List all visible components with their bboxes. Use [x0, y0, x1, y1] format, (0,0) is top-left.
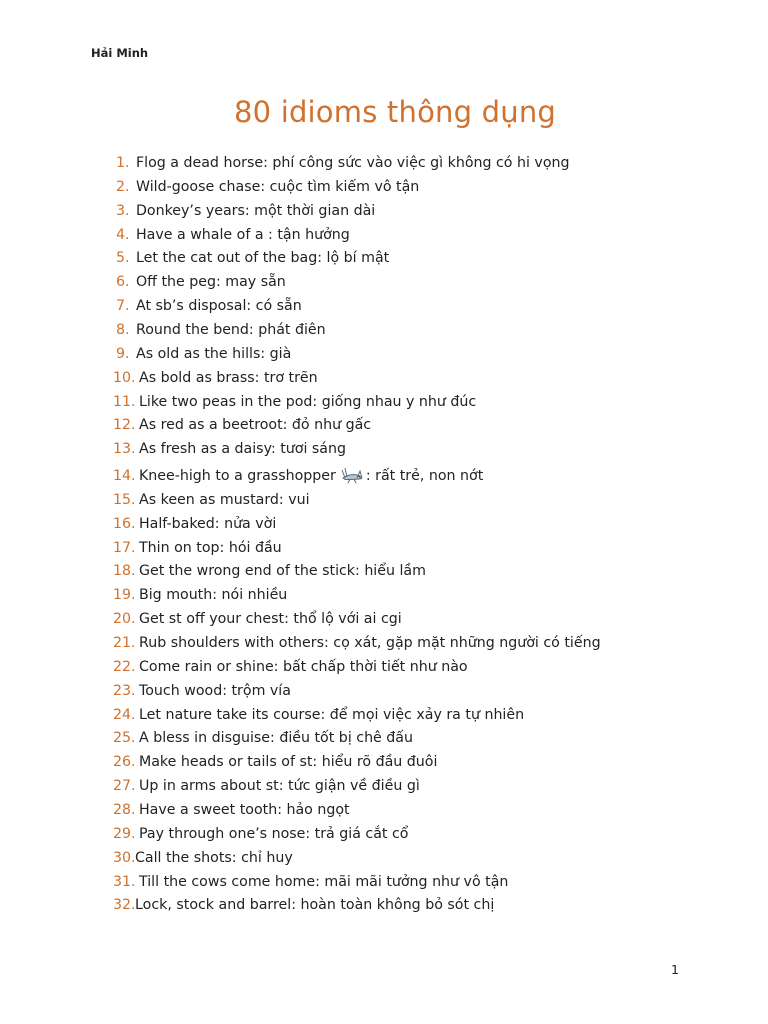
list-item-idiom: Up in arms about st: tức giận về điều gì [139, 778, 420, 795]
list-item-idiom: Wild-goose chase: cuộc tìm kiếm vô tận [136, 178, 420, 195]
list-item-idiom: Come rain or shine: bất chấp thời tiết như nào [139, 658, 468, 675]
list-item-number: 5. [116, 250, 130, 267]
list-item-number: 21. [113, 635, 136, 651]
list-item-number: 18. [113, 563, 136, 580]
list-item-number: 24. [113, 706, 136, 723]
list-item-idiom: Get the wrong end of the stick: hiểu lầm [139, 563, 426, 580]
list-item-idiom: Knee-high to a grasshopper [139, 468, 336, 485]
list-item-idiom: As red as a beetroot: đỏ như gấc [139, 417, 372, 434]
list-item-idiom: Get st off your chest: thổ lộ với ai cgi [139, 611, 402, 628]
list-item-idiom: Make heads or tails of st: hiểu rõ đầu đuôi [139, 754, 438, 771]
list-item-meaning: : rất trẻ, non nớt [365, 468, 484, 485]
list-item-text [136, 175, 419, 199]
list-item-number: 16. [113, 515, 136, 532]
list-item-idiom: Thin on top: hói đầu [139, 539, 282, 556]
list-item-idiom: A bless in disguise: điều tốt bị chê đấu [139, 730, 413, 747]
list-item-idiom: Half-baked: nửa vời [139, 515, 277, 532]
list-item-text [139, 583, 287, 607]
list-item-number: 10. [113, 369, 136, 386]
list-item-number: 20. [113, 611, 136, 628]
list-item-number: 3. [116, 202, 130, 219]
list-item-number: 17. [113, 539, 136, 556]
list-item-idiom: Touch wood: trộm vía [139, 682, 291, 699]
page-number: 1 [671, 962, 679, 977]
list-item-number: 19. [113, 587, 136, 604]
list-item-text [136, 318, 326, 342]
list-item-number: 1. [116, 155, 130, 171]
list-item-number: 6. [116, 274, 130, 291]
list-item-number: 29. [113, 825, 136, 842]
list-item-text [136, 246, 389, 270]
grasshopper-icon [341, 466, 363, 484]
list-item-number: 22. [113, 658, 136, 675]
list-item-text [136, 223, 350, 247]
list-item-number: 7. [116, 298, 130, 315]
list-item-idiom: Lock, stock and barrel: hoàn toàn không bỏ sót chị [135, 897, 495, 914]
list-item-text [139, 822, 408, 846]
list-item-text [139, 536, 282, 560]
list-item-idiom: Flog a dead horse: phí công sức vào việc gì không có hi vọng [136, 155, 570, 171]
list-item-idiom: Let nature take its course: để mọi việc xảy ra tự nhiên [139, 706, 525, 723]
list-item-text [139, 607, 402, 631]
list-item-number: 27. [113, 778, 136, 795]
list-item-number: 31. [113, 873, 136, 890]
list-item-text [139, 655, 468, 679]
list-item-text [139, 559, 426, 583]
list-item-number: 15. [113, 491, 136, 508]
list-item-text [136, 199, 375, 223]
list-item-idiom: As keen as mustard: vui [139, 491, 310, 508]
list-item-idiom: Rub shoulders with others: cọ xát, gặp mặt những người có tiếng [139, 635, 601, 651]
list-item-text [139, 488, 310, 512]
list-item-text [139, 726, 413, 750]
list-item-idiom: Donkey’s years: một thời gian dài [136, 202, 376, 219]
list-item-number: 12. [113, 417, 136, 434]
list-item-text [139, 512, 276, 536]
list-item-idiom: Round the bend: phát điên [136, 321, 326, 338]
list-item-idiom: Pay through one’s nose: trả giá cắt cổ [139, 825, 409, 842]
list-item-text [139, 798, 350, 822]
list-item-idiom: Off the peg: may sẵn [136, 274, 286, 291]
list-item-idiom: As bold as brass: trơ trẽn [139, 369, 318, 386]
list-item-text [136, 151, 570, 175]
list-item-number: 30. [113, 849, 136, 866]
list-item-number: 26. [113, 754, 136, 771]
list-item-number: 32. [113, 897, 136, 914]
list-item-idiom: Big mouth: nói nhiều [139, 587, 288, 604]
list-item-text [139, 631, 601, 655]
list-item-number: 4. [116, 226, 130, 243]
list-item-idiom: As old as the hills: già [136, 345, 292, 362]
list-item-idiom: At sb’s disposal: có sẵn [136, 298, 302, 315]
list-item-number: 9. [116, 345, 130, 362]
list-item-text [139, 464, 483, 488]
list-item-text [139, 413, 371, 437]
list-item-text [139, 774, 420, 798]
list-item-text [139, 703, 524, 727]
list-item-number: 8. [116, 321, 130, 338]
list-item-text [139, 870, 508, 894]
list-item-text [139, 750, 437, 774]
list-item-idiom: Have a whale of a : tận hưởng [136, 226, 350, 243]
list-item-idiom: Let the cat out of the bag: lộ bí mật [136, 250, 390, 267]
list-item-number: 28. [113, 801, 136, 818]
list-item-text [136, 294, 302, 318]
list-item-idiom: Have a sweet tooth: hảo ngọt [139, 801, 350, 818]
list-item-number: 14. [113, 468, 136, 485]
list-item-text [139, 366, 318, 390]
list-item-number: 25. [113, 730, 136, 747]
list-item-number: 11. [113, 393, 136, 410]
list-item-idiom: As fresh as a daisy: tươi sáng [139, 441, 346, 458]
list-item-text [139, 437, 346, 461]
list-item-idiom: Call the shots: chỉ huy [135, 849, 293, 866]
list-item-idiom: Till the cows come home: mãi mãi tưởng như vô tận [139, 873, 509, 890]
list-item-text [136, 342, 291, 366]
list-item-text [135, 893, 494, 917]
list-item-idiom: Like two peas in the pod: giống nhau y như đúc [139, 393, 477, 410]
list-item-text [139, 390, 476, 414]
list-item-text [136, 270, 286, 294]
page-header-author: Hải Minh [91, 46, 149, 60]
list-item-text [139, 679, 291, 703]
page-title: 80 idioms thông dụng [233, 95, 557, 129]
list-item-number: 13. [113, 441, 136, 458]
list-item-number: 2. [116, 178, 130, 195]
list-item-number: 23. [113, 682, 136, 699]
list-item-text [135, 846, 293, 870]
